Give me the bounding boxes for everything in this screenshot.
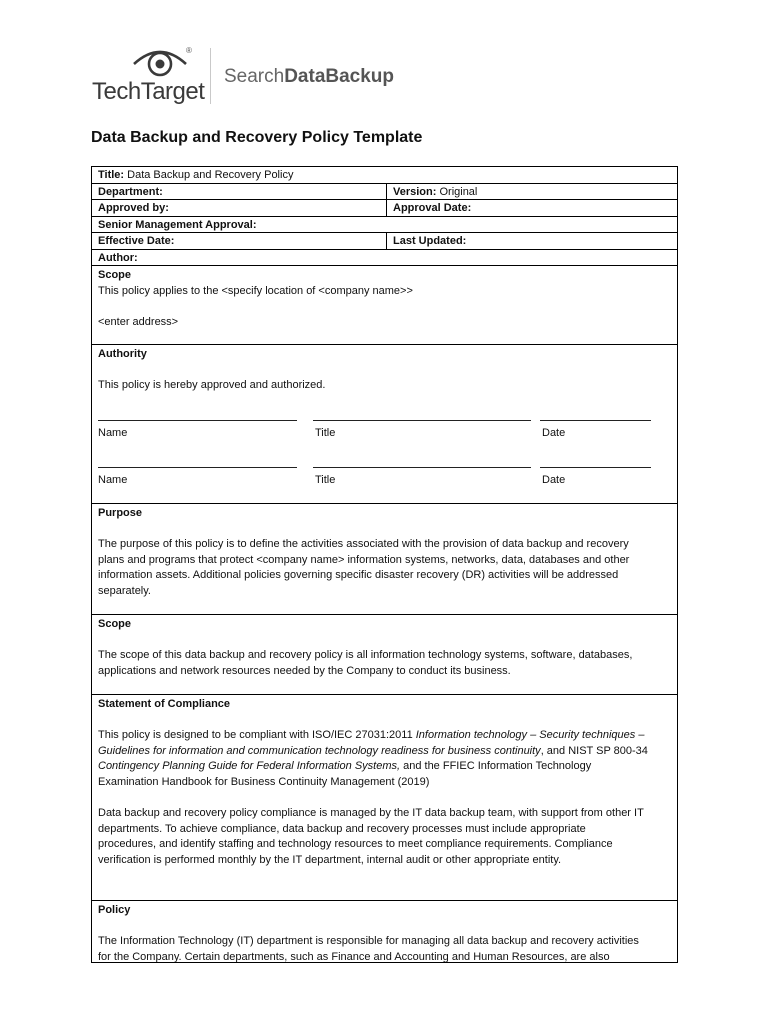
author-cell xyxy=(92,250,677,265)
title-value: Data Backup and Recovery Policy xyxy=(127,169,294,181)
scope-heading: Scope xyxy=(98,269,132,281)
compliance-line: Data backup and recovery policy compliance is managed by the IT data backup team, with support from other IT xyxy=(98,807,644,820)
compliance-line: verification is performed monthly by the IT department, internal audit or other appropriate entity. xyxy=(98,853,562,866)
section-scope xyxy=(92,615,677,695)
section-purpose xyxy=(92,504,677,615)
department-label: Department: xyxy=(98,186,163,198)
senior-mgmt-cell xyxy=(92,217,677,232)
policy-line: for the Company. Certain departments, such as Finance and Accounting and Human Resources, are also xyxy=(98,950,610,963)
purpose-line: The purpose of this policy is to define the activities associated with the provision of data backup and recovery xyxy=(98,538,629,551)
signature-title-line[interactable] xyxy=(313,420,531,421)
senior-mgmt-label: Senior Management Approval: xyxy=(98,219,257,231)
authority-heading: Authority xyxy=(98,348,147,360)
brand-name: TechTarget xyxy=(92,78,205,105)
approval-date-label: Approval Date: xyxy=(393,202,472,214)
compliance-text: and the FFIEC Information Technology xyxy=(400,760,592,773)
section-authority xyxy=(92,345,677,504)
eye-icon xyxy=(132,44,188,78)
title-label: Title xyxy=(315,427,336,439)
purpose-line: plans and programs that protect <company name> information systems, networks, data, databases and other xyxy=(98,553,630,566)
signature-date-line[interactable] xyxy=(540,420,651,421)
techtarget-logo[interactable] xyxy=(92,44,205,106)
approval-date-cell xyxy=(386,200,677,216)
scope-address-text: <enter address> xyxy=(98,315,179,328)
compliance-line xyxy=(98,759,671,775)
section-scope-location xyxy=(92,266,677,345)
author-label: Author: xyxy=(98,252,138,264)
document-title: Data Backup and Recovery Policy Template xyxy=(91,129,423,146)
section-compliance xyxy=(92,695,677,901)
title-label: Title xyxy=(315,474,336,486)
signature-title-line[interactable] xyxy=(313,467,531,468)
signature-name-line[interactable] xyxy=(98,467,297,468)
compliance-standard-title: Contingency Planning Guide for Federal Information Systems, xyxy=(98,760,401,773)
header-divider xyxy=(210,48,211,104)
policy-heading: Policy xyxy=(98,904,131,916)
authority-text: This policy is hereby approved and authorized. xyxy=(98,379,326,392)
row-author xyxy=(92,250,677,266)
scope-heading: Scope xyxy=(98,618,132,630)
purpose-line: information assets. Additional policies governing specific disaster recovery (DR) activities will be addressed xyxy=(98,569,619,582)
department-cell xyxy=(92,184,386,199)
compliance-line: procedures, and identify staffing and technology resources to meet compliance requirements. Compliance xyxy=(98,838,613,851)
name-label: Name xyxy=(98,427,128,439)
compliance-text: , and NIST SP 800-34 xyxy=(540,744,648,757)
purpose-heading: Purpose xyxy=(98,507,143,519)
date-label: Date xyxy=(542,427,566,439)
signature-date-line[interactable] xyxy=(540,467,651,468)
compliance-text: This policy is designed to be compliant with ISO/IEC 27031:2011 xyxy=(98,729,416,742)
name-label: Name xyxy=(98,474,128,486)
effective-date-label: Effective Date: xyxy=(98,235,175,247)
section-policy xyxy=(92,901,677,963)
version-value: Original xyxy=(439,186,478,198)
version-label: Version: xyxy=(393,186,437,198)
row-title xyxy=(92,167,677,184)
compliance-line xyxy=(98,728,671,744)
compliance-heading: Statement of Compliance xyxy=(98,698,231,710)
date-label: Date xyxy=(542,474,566,486)
last-updated-cell xyxy=(386,233,677,249)
version-cell xyxy=(386,184,677,199)
site-name[interactable] xyxy=(224,66,394,88)
purpose-line: separately. xyxy=(98,584,151,597)
approved-by-label: Approved by: xyxy=(98,202,169,214)
compliance-standard-title: Guidelines for information and communication technology readiness for business continuity xyxy=(98,744,541,757)
scope-line: The scope of this data backup and recovery policy is all information technology systems, software, databases, xyxy=(98,649,633,662)
site-prefix: Search xyxy=(224,66,285,87)
last-updated-label: Last Updated: xyxy=(393,235,467,247)
compliance-line xyxy=(98,744,671,760)
effective-date-cell xyxy=(92,233,386,249)
scope-location-text: This policy applies to the <specify location of <company name>> xyxy=(98,284,413,297)
title-cell xyxy=(92,167,677,183)
site-name-bold: DataBackup xyxy=(284,66,395,87)
compliance-line: departments. To achieve compliance, data backup and recovery processes must include appropriate xyxy=(98,822,586,835)
row-approved xyxy=(92,200,677,217)
scope-line: applications and network resources needed by the Company to conduct its business. xyxy=(98,664,511,677)
registered-mark: ® xyxy=(186,46,192,55)
row-effective xyxy=(92,233,677,250)
row-department xyxy=(92,184,677,200)
compliance-line: Examination Handbook for Business Continuity Management (2019) xyxy=(98,775,430,788)
row-senior-mgmt xyxy=(92,217,677,233)
compliance-standard-title: Information technology – Security techniques – xyxy=(415,729,645,742)
policy-line: The Information Technology (IT) department is responsible for managing all data backup and recovery activities xyxy=(98,935,639,948)
title-label: Title: xyxy=(98,169,125,181)
approved-by-cell xyxy=(92,200,386,216)
signature-name-line[interactable] xyxy=(98,420,297,421)
policy-table xyxy=(91,166,678,963)
